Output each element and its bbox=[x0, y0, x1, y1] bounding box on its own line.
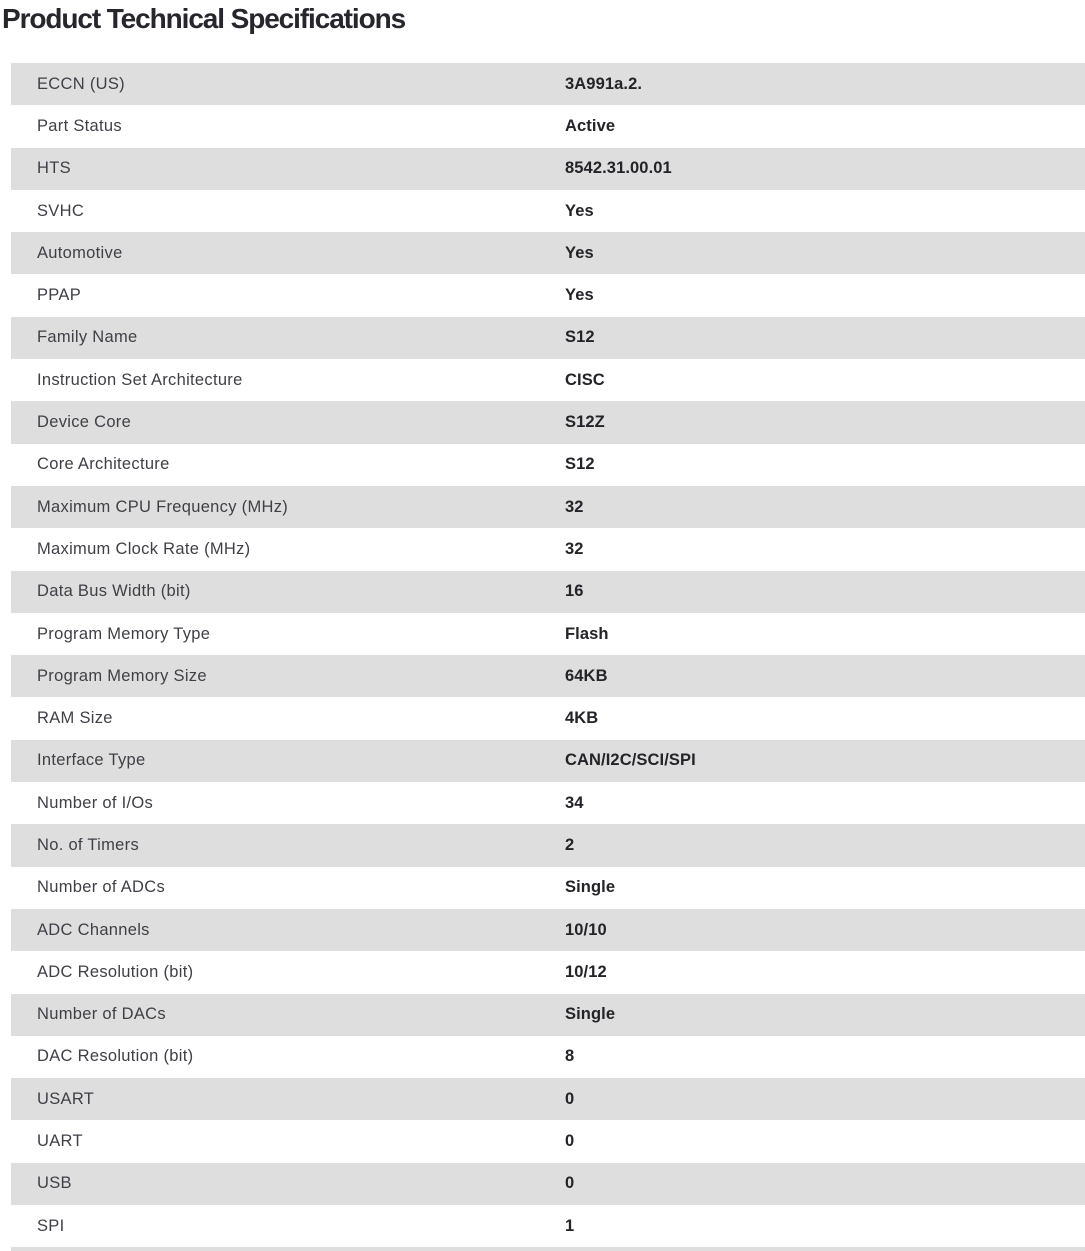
spec-label: Data Bus Width (bit) bbox=[37, 582, 191, 601]
spec-value: 1 bbox=[565, 1216, 575, 1235]
spec-label: Number of DACs bbox=[37, 1005, 166, 1024]
spec-label: Number of ADCs bbox=[37, 878, 165, 897]
spec-value: 2 bbox=[565, 835, 575, 854]
spec-row bbox=[11, 1078, 1085, 1120]
spec-row bbox=[11, 148, 1085, 190]
spec-label: Number of I/Os bbox=[37, 793, 154, 812]
spec-value: 8542.31.00.01 bbox=[565, 159, 672, 178]
spec-row bbox=[11, 782, 1085, 824]
spec-value: CISC bbox=[565, 370, 605, 389]
page-title: Product Technical Specifications bbox=[2, 3, 406, 34]
spec-row bbox=[11, 909, 1085, 951]
spec-label: PPAP bbox=[37, 286, 81, 305]
spec-value: Active bbox=[565, 116, 616, 135]
spec-value: CAN/I2C/SCI/SPI bbox=[565, 751, 696, 770]
spec-label: Interface Type bbox=[37, 751, 146, 770]
spec-row bbox=[11, 994, 1085, 1036]
spec-label: ECCN (US) bbox=[37, 74, 125, 93]
spec-label: Family Name bbox=[37, 328, 138, 347]
spec-label: Part Status bbox=[37, 116, 122, 135]
spec-label: SPI bbox=[37, 1216, 65, 1235]
spec-value: 0 bbox=[565, 1089, 575, 1108]
spec-row bbox=[11, 1205, 1085, 1247]
spec-label: Maximum CPU Frequency (MHz) bbox=[37, 497, 289, 516]
spec-value: 32 bbox=[565, 497, 584, 516]
spec-row bbox=[11, 655, 1085, 697]
spec-row bbox=[11, 401, 1085, 443]
spec-value: S12 bbox=[565, 455, 595, 474]
spec-row bbox=[11, 951, 1085, 993]
spec-row bbox=[11, 105, 1085, 147]
spec-value: Yes bbox=[565, 201, 594, 220]
spec-value: 10/12 bbox=[565, 962, 607, 981]
spec-row bbox=[11, 740, 1085, 782]
spec-label: USART bbox=[37, 1089, 95, 1108]
spec-value: 10/10 bbox=[565, 920, 607, 939]
spec-row bbox=[11, 867, 1085, 909]
spec-row bbox=[11, 1120, 1085, 1162]
spec-row bbox=[11, 444, 1085, 486]
spec-row bbox=[11, 1036, 1085, 1078]
spec-label: USB bbox=[37, 1174, 72, 1193]
spec-row bbox=[11, 1163, 1085, 1205]
spec-label: Maximum Clock Rate (MHz) bbox=[37, 539, 251, 558]
spec-row bbox=[11, 571, 1085, 613]
spec-value: S12 bbox=[565, 328, 595, 347]
spec-label: ADC Channels bbox=[37, 920, 150, 939]
spec-value: 3A991a.2. bbox=[565, 74, 643, 93]
spec-value: 16 bbox=[565, 582, 584, 601]
spec-value: Flash bbox=[565, 624, 609, 643]
spec-row bbox=[11, 697, 1085, 739]
spec-value: 4KB bbox=[565, 709, 599, 728]
spec-row bbox=[11, 486, 1085, 528]
spec-row bbox=[11, 317, 1085, 359]
spec-label: Core Architecture bbox=[37, 455, 170, 474]
spec-value: S12Z bbox=[565, 413, 605, 432]
spec-row bbox=[11, 613, 1085, 655]
spec-value: 8 bbox=[565, 1047, 575, 1066]
spec-label: DAC Resolution (bit) bbox=[37, 1047, 194, 1066]
spec-label: Device Core bbox=[37, 413, 132, 432]
spec-row bbox=[11, 274, 1085, 316]
spec-row bbox=[11, 190, 1085, 232]
specifications-table bbox=[11, 63, 1085, 1251]
spec-row bbox=[11, 63, 1085, 105]
spec-value: Yes bbox=[565, 243, 594, 262]
spec-row bbox=[11, 528, 1085, 570]
page-header bbox=[0, 0, 1085, 63]
spec-value: 0 bbox=[565, 1132, 575, 1151]
spec-label: Instruction Set Architecture bbox=[37, 370, 243, 389]
spec-label: Program Memory Size bbox=[37, 666, 207, 685]
spec-row bbox=[11, 359, 1085, 401]
spec-value: Single bbox=[565, 878, 616, 897]
spec-value: 64KB bbox=[565, 666, 608, 685]
spec-value: Yes bbox=[565, 286, 594, 305]
spec-label: Automotive bbox=[37, 243, 123, 262]
spec-label: ADC Resolution (bit) bbox=[37, 962, 194, 981]
spec-value: 0 bbox=[565, 1174, 575, 1193]
spec-label: No. of Timers bbox=[37, 835, 140, 854]
spec-value: Single bbox=[565, 1005, 616, 1024]
spec-label: RAM Size bbox=[37, 709, 113, 728]
spec-label: Program Memory Type bbox=[37, 624, 211, 643]
spec-row bbox=[11, 232, 1085, 274]
spec-value: 34 bbox=[565, 793, 584, 812]
spec-label: HTS bbox=[37, 159, 71, 178]
spec-label: SVHC bbox=[37, 201, 85, 220]
spec-row bbox=[11, 824, 1085, 866]
spec-label: UART bbox=[37, 1132, 83, 1151]
spec-value: 32 bbox=[565, 539, 584, 558]
